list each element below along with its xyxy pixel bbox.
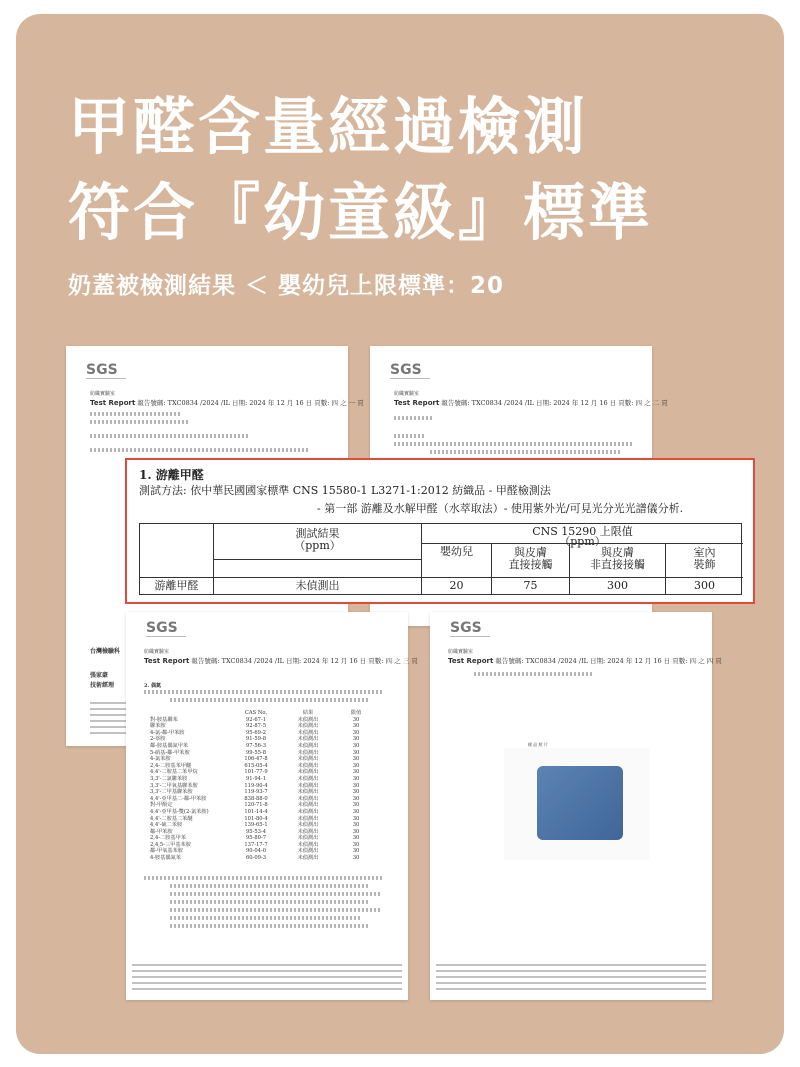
table-cell: 95-80-7 xyxy=(245,835,266,842)
lab-name: 紡織實驗室 xyxy=(90,391,116,397)
signature-name: 張家豪 xyxy=(90,672,109,679)
report-header xyxy=(448,656,722,665)
table-cell: 未偵測出 xyxy=(297,729,319,736)
table-cell: 30 xyxy=(352,835,360,842)
sub-indoor-cell xyxy=(666,544,743,578)
table-row xyxy=(150,809,376,816)
table-row xyxy=(150,855,376,862)
table-cell: 92-67-1 xyxy=(245,716,266,723)
footer-text xyxy=(90,702,130,704)
table-row xyxy=(150,736,376,743)
text-line xyxy=(430,450,620,454)
sub-indoor-line-2: 裝飾 xyxy=(693,558,716,571)
table-cell: 未偵測出 xyxy=(297,795,319,802)
table-row xyxy=(150,776,376,783)
formaldehyde-results-table xyxy=(139,523,742,595)
headline xyxy=(68,84,653,256)
row-result: 未偵測出 xyxy=(214,578,422,594)
table-row xyxy=(150,848,376,855)
azo-results-table xyxy=(150,710,376,862)
table-cell: 139-65-1 xyxy=(244,822,268,829)
table-cell: 未偵測出 xyxy=(297,848,319,855)
report-label: Test Report xyxy=(394,399,440,407)
table-cell: 未偵測出 xyxy=(297,736,319,743)
table-cell: 4-胺基偶氮苯 xyxy=(150,855,181,862)
text-line xyxy=(90,448,310,452)
sample-photo xyxy=(504,748,650,860)
row-indirect-limit: 300 xyxy=(570,578,666,594)
photo-caption: 樣 品 照 片 xyxy=(528,742,548,747)
report-number: 報告號碼: TXC0834 /2024 /IL 日期: 2024 年 12 月 16 日 頁數: 四 之 二 頁 xyxy=(441,399,668,407)
header-result-cell xyxy=(214,524,422,560)
row-direct-limit: 75 xyxy=(492,578,570,594)
table-cell: 30 xyxy=(352,736,360,743)
report-header xyxy=(90,398,364,407)
table-cell: 未偵測出 xyxy=(297,716,319,723)
text-line xyxy=(170,908,380,912)
header-result-unit: （ppm） xyxy=(294,539,341,552)
text-line xyxy=(170,698,370,702)
table-cell: 5-硝基-鄰-甲苯胺 xyxy=(150,749,190,756)
table-cell: 30 xyxy=(352,855,360,862)
table-cell: 鄰-甲苯胺 xyxy=(150,828,173,835)
table-cell: 未偵測出 xyxy=(297,756,319,763)
headline-line-2: 符合『幼童級』標準 xyxy=(68,176,654,249)
table-cell: 30 xyxy=(352,756,360,763)
table-cell: 30 xyxy=(352,815,360,822)
table-cell: 4-氯-鄰-甲苯胺 xyxy=(150,729,185,736)
footer-text xyxy=(90,726,130,728)
table-row xyxy=(150,750,376,757)
table-cell: 30 xyxy=(352,716,360,723)
table-cell: 2,4-二胺基苯甲醚 xyxy=(150,762,192,769)
footer-text xyxy=(132,982,402,984)
table-cell: 聯苯胺 xyxy=(150,723,166,730)
headline-line-1: 甲醛含量經過檢測 xyxy=(68,90,589,163)
text-line xyxy=(170,916,360,920)
table-cell: 30 xyxy=(352,729,360,736)
footer-text xyxy=(132,976,402,978)
table-cell: 119-93-7 xyxy=(244,789,268,796)
table-cell: 未偵測出 xyxy=(297,769,319,776)
table-cell: 30 xyxy=(352,828,360,835)
table-cell: 99-55-8 xyxy=(245,749,266,756)
table-cell: 4,4'-亞甲基-雙(2-氯苯胺) xyxy=(150,808,209,815)
table-row xyxy=(150,842,376,849)
text-line xyxy=(170,892,380,896)
footer-text xyxy=(132,988,402,990)
table-cell: 未偵測出 xyxy=(297,855,319,862)
table-cell: 3,3'-二甲基聯苯胺 xyxy=(150,789,193,796)
table-cell: 鄰-甲氧基苯胺 xyxy=(150,848,183,855)
lab-name: 紡織實驗室 xyxy=(144,649,170,655)
table-cell: 30 xyxy=(352,841,360,848)
sub-direct-line-2: 直接接觸 xyxy=(508,558,553,571)
table-row xyxy=(150,723,376,730)
table-cell: 未偵測出 xyxy=(297,815,319,822)
table-cell: 30 xyxy=(352,742,360,749)
text-line xyxy=(170,884,370,888)
sub-direct-line-1: 與皮膚 xyxy=(514,546,547,559)
test-method-line-2: - 第一部 游離及水解甲醛（水萃取法）- 使用紫外光/可見光分光光譜儀分析. xyxy=(317,502,684,515)
text-line xyxy=(90,412,180,416)
row-item: 游離甲醛 xyxy=(140,578,214,594)
report-label: Test Report xyxy=(90,399,136,407)
table-cell: 4,4'-二胺基二苯醚 xyxy=(150,815,193,822)
report-number: 報告號碼: TXC0834 /2024 /IL 日期: 2024 年 12 月 16 日 頁數: 四 之 三 頁 xyxy=(191,657,418,665)
sub-indirect-line-1: 與皮膚 xyxy=(601,546,634,559)
subline: 奶蓋被檢測結果 ＜ 嬰幼兒上限標準：20 xyxy=(68,273,505,299)
lab-name: 紡織實驗室 xyxy=(448,649,474,655)
table-header-row xyxy=(150,710,376,717)
table-cell: 未偵測出 xyxy=(297,835,319,842)
footer-text xyxy=(436,988,706,990)
footer-text xyxy=(132,970,402,972)
table-cell: 95-69-2 xyxy=(245,729,266,736)
table-cell: 3,3'-二氯聯苯胺 xyxy=(150,775,188,782)
table-cell: 4-氯苯胺 xyxy=(150,756,171,763)
report-header xyxy=(144,656,418,665)
table-cell: 30 xyxy=(352,775,360,782)
table-cell: 30 xyxy=(352,789,360,796)
table-cell: 未偵測出 xyxy=(297,802,319,809)
table-cell: 101-77-9 xyxy=(244,769,268,776)
table-cell: 2-萘胺 xyxy=(150,736,166,743)
table-cell: 4,4'-硫二苯胺 xyxy=(150,822,183,829)
table-cell: 鄰-胺基偶氮甲苯 xyxy=(150,742,189,749)
table-cell: 30 xyxy=(352,848,360,855)
table-cell: 30 xyxy=(352,749,360,756)
highlight-title: 1. 游離甲醛 xyxy=(139,468,204,482)
table-cell: 92-87-5 xyxy=(245,723,266,730)
text-line xyxy=(394,442,634,446)
table-header-cell: 限值 xyxy=(350,710,362,716)
report-number: 報告號碼: TXC0834 /2024 /IL 日期: 2024 年 12 月 16 日 頁數: 四 之 四 頁 xyxy=(495,657,722,665)
text-line xyxy=(170,924,370,928)
table-cell: 30 xyxy=(352,769,360,776)
footer-text xyxy=(436,964,706,966)
table-row xyxy=(150,796,376,803)
table-cell: 30 xyxy=(352,795,360,802)
header-limit-cell xyxy=(422,524,743,548)
header-limit: CNS 15290 上限值 xyxy=(532,525,633,538)
table-cell: 119-90-4 xyxy=(244,782,268,789)
table-row xyxy=(150,730,376,737)
text-line xyxy=(474,672,594,676)
report-label: Test Report xyxy=(448,657,494,665)
table-cell: 30 xyxy=(352,762,360,769)
row-indoor-limit: 300 xyxy=(694,579,715,592)
table-cell: 60-09-3 xyxy=(245,855,266,862)
table-header-cell: CAS No. xyxy=(244,710,268,716)
sub-infant: 嬰幼兒 xyxy=(440,545,473,558)
table-cell: 未偵測出 xyxy=(297,762,319,769)
table-row xyxy=(150,769,376,776)
table-cell: 2,4,5-三甲基苯胺 xyxy=(150,841,191,848)
footer-text xyxy=(436,976,706,978)
table-cell: 對-胺基聯苯 xyxy=(150,716,178,723)
sub-direct-cell xyxy=(492,544,570,578)
table-cell: 30 xyxy=(352,782,360,789)
table-cell: 未偵測出 xyxy=(297,723,319,730)
text-line xyxy=(170,900,370,904)
table-row xyxy=(150,743,376,750)
table-row xyxy=(150,822,376,829)
footer-text xyxy=(132,964,402,966)
footer-text xyxy=(90,708,130,710)
text-line xyxy=(394,434,424,438)
sgs-logo: SGS xyxy=(450,620,490,637)
table-cell: 95-53-4 xyxy=(245,828,266,835)
sgs-logo: SGS xyxy=(146,620,186,637)
lab-name: 紡織實驗室 xyxy=(394,391,420,397)
text-line xyxy=(144,876,384,880)
table-cell: 未偵測出 xyxy=(297,782,319,789)
table-cell: 615-05-4 xyxy=(244,762,268,769)
table-cell: 30 xyxy=(352,822,360,829)
table-cell: 3,3'-二甲氧基聯苯胺 xyxy=(150,782,198,789)
table-cell: 120-71-8 xyxy=(244,802,268,809)
table-cell: 97-56-3 xyxy=(245,742,266,749)
blanket-image xyxy=(537,766,623,840)
table-cell: 未偵測出 xyxy=(297,841,319,848)
table-cell: 101-80-4 xyxy=(244,815,268,822)
table-row xyxy=(150,756,376,763)
row-infant-limit: 20 xyxy=(422,578,492,594)
report-label: Test Report xyxy=(144,657,190,665)
table-row xyxy=(150,802,376,809)
table-cell: 101-14-4 xyxy=(244,808,268,815)
table-cell: 未偵測出 xyxy=(297,775,319,782)
signature-org: 台灣檢驗科 xyxy=(90,648,121,655)
table-header-cell xyxy=(150,710,232,717)
table-cell: 106-47-8 xyxy=(244,756,268,763)
sub-infant-cell xyxy=(422,544,492,578)
text-line xyxy=(90,434,250,438)
header-result: 測試結果 xyxy=(295,527,340,540)
header-limit-unit: （ppm） xyxy=(559,535,606,548)
table-cell: 90-04-0 xyxy=(245,848,266,855)
table-cell: 4,4'-二胺基二苯甲烷 xyxy=(150,769,198,776)
table-cell: 30 xyxy=(352,802,360,809)
table-row xyxy=(150,835,376,842)
table-cell: 30 xyxy=(352,808,360,815)
table-cell: 4,4'-亞甲基二-鄰-甲苯胺 xyxy=(150,795,207,802)
table-cell: 137-17-7 xyxy=(244,841,268,848)
signature-title: 技術經理 xyxy=(90,682,115,689)
table-cell: 未偵測出 xyxy=(297,749,319,756)
table-cell: 未偵測出 xyxy=(297,822,319,829)
footer-text xyxy=(90,732,130,734)
report-number: 報告號碼: TXC0834 /2024 /IL 日期: 2024 年 12 月 16 日 頁數: 四 之 一 頁 xyxy=(137,399,364,407)
text-line xyxy=(90,420,190,424)
table-cell: 未偵測出 xyxy=(297,828,319,835)
text-line xyxy=(144,690,384,694)
table-row xyxy=(150,816,376,823)
table-cell: 30 xyxy=(352,723,360,730)
text-line xyxy=(394,416,434,420)
footer-text xyxy=(436,970,706,972)
table-cell: 對-甲酚定 xyxy=(150,802,173,809)
sub-indoor-line-1: 室內 xyxy=(693,546,716,559)
formaldehyde-highlight xyxy=(125,458,755,604)
table-row xyxy=(150,789,376,796)
report-header xyxy=(394,398,668,407)
footer-text xyxy=(436,982,706,984)
sgs-logo: SGS xyxy=(390,362,430,379)
table-cell: 未偵測出 xyxy=(297,808,319,815)
table-cell: 838-88-0 xyxy=(244,795,268,802)
test-method-line-1: 測試方法: 依中華民國國家標準 CNS 15580-1 L3271-1:2012 紡織品 - 甲醛檢測法 xyxy=(139,484,551,497)
table-cell: 91-94-1 xyxy=(245,775,266,782)
sub-indirect-cell xyxy=(570,544,666,578)
table-row xyxy=(150,717,376,724)
table-body xyxy=(150,717,376,862)
header-blank-cell xyxy=(214,560,422,578)
table-cell: 2,4-二胺基甲苯 xyxy=(150,835,186,842)
footer-text xyxy=(90,720,130,722)
sub-indirect-line-2: 非直接接觸 xyxy=(590,558,645,571)
footer-text xyxy=(90,714,130,716)
test-report-page-3 xyxy=(126,612,418,1000)
table-cell: 未偵測出 xyxy=(297,789,319,796)
table-cell: 未偵測出 xyxy=(297,742,319,749)
table-cell: 91-59-8 xyxy=(245,736,266,743)
header-item-cell xyxy=(140,524,214,578)
section-title: 2. 偶氮 xyxy=(144,683,161,689)
table-header-cell: 結果 xyxy=(302,710,314,716)
sgs-logo: SGS xyxy=(86,362,126,379)
